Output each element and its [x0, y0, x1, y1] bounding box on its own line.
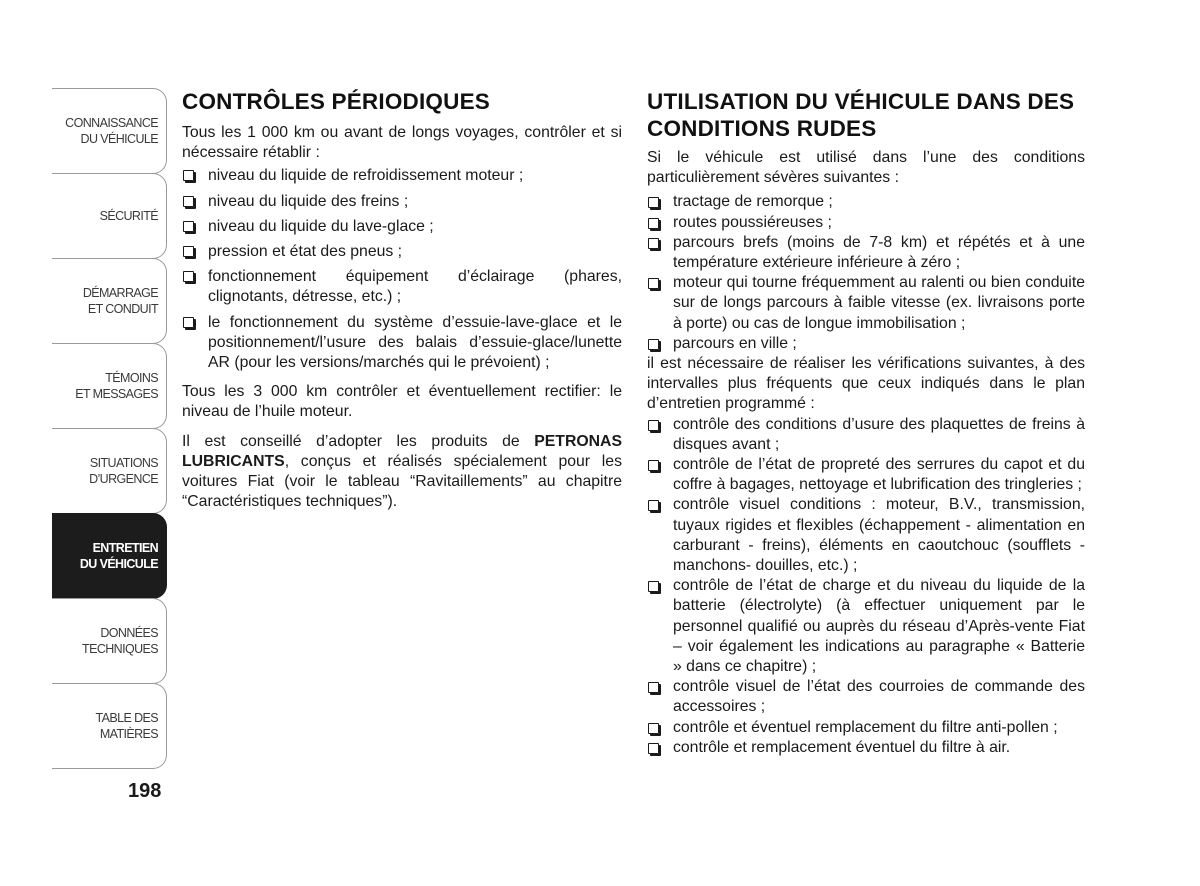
list-item-text: routes poussiéreuses ; — [673, 213, 832, 231]
list-item-text: contrôle de l’état de propreté des serrures du capot et du coffre à bagages, nettoyage et lubrification des tringleries ; — [673, 456, 1085, 494]
section-title: CONTRÔLES PÉRIODIQUES — [182, 89, 490, 114]
chapter-tabs — [52, 88, 167, 768]
checkbox-bullet-icon — [648, 460, 659, 471]
checkbox-bullet-icon — [183, 317, 194, 328]
tab-label: DONNÉES TECHNIQUES — [82, 626, 158, 656]
frequent-checks-list — [647, 415, 1085, 758]
list-item-text: contrôle de l’état de charge et du niveau du liquide de la batterie (électrolyte) (à effectuer uniquement par le personnel qualifié ou auprès du réseau d’Après-vente Fiat – voir également les indications au paragraphe « Batterie » dans ce chapitre) ; — [673, 577, 1085, 676]
checkbox-bullet-icon — [648, 581, 659, 592]
list-item — [182, 313, 622, 374]
list-item — [647, 677, 1085, 717]
list-item — [182, 217, 622, 237]
list-item — [647, 455, 1085, 495]
harsh-conditions-section — [647, 88, 1085, 758]
list-item — [647, 273, 1085, 334]
list-item-text: contrôle et éventuel remplacement du filtre anti-pollen ; — [673, 718, 1058, 736]
checkbox-bullet-icon — [648, 238, 659, 249]
list-item-text: parcours brefs (moins de 7-8 km) et répétés et à une température extérieure inférieure à zéro ; — [673, 233, 1085, 272]
list-item-text: contrôle visuel de l’état des courroies de commande des accessoires ; — [673, 678, 1085, 716]
checkbox-bullet-icon — [648, 197, 659, 208]
section-title: UTILISATION DU VÉHICULE DANS DES CONDITIONS RUDES — [647, 89, 1075, 141]
tab-temoins-et-messages[interactable] — [52, 343, 167, 429]
tab-entretien-du-vehicule[interactable] — [52, 513, 167, 599]
paragraph-text: Il est conseillé d’adopter les produits de — [182, 432, 535, 450]
list-item — [647, 233, 1085, 273]
tab-table-des-matieres[interactable] — [52, 683, 167, 769]
checkbox-bullet-icon — [183, 271, 194, 282]
checkbox-bullet-icon — [648, 218, 659, 229]
list-item-text: contrôle visuel conditions : moteur, B.V., transmission, tuyaux rigides et flexibles (échappement - alimentation en carburant - freins), éléments en caoutchouc (soufflets - manchons- douilles, etc.) ; — [673, 496, 1085, 575]
list-item — [647, 415, 1085, 455]
list-item — [182, 166, 622, 186]
list-item-text: le fonctionnement du système d’essuie-lave-glace et le positionnement/l’usure des balais d’essuie-glace/lunette AR (pour les versions/marchés qui le prévoient) ; — [208, 313, 622, 372]
tab-label: SÉCURITÉ — [99, 209, 158, 223]
list-item — [182, 267, 622, 307]
periodic-checks-section — [182, 88, 622, 512]
checkbox-bullet-icon — [648, 743, 659, 754]
checkbox-bullet-icon — [183, 170, 194, 181]
list-item-text: contrôle des conditions d’usure des plaquettes de freins à disques avant ; — [673, 415, 1085, 453]
list-item-text: fonctionnement équipement d’éclairage (phares, clignotants, détresse, etc.) ; — [208, 268, 622, 306]
checkbox-bullet-icon — [648, 500, 659, 511]
checkbox-bullet-icon — [648, 278, 659, 289]
list-item — [647, 495, 1085, 576]
list-item — [182, 192, 622, 212]
tab-label: CONNAISSANCE DU VÉHICULE — [65, 116, 158, 146]
conditions-list — [647, 192, 1085, 354]
list-item — [647, 213, 1085, 233]
list-item — [647, 192, 1085, 212]
list-item — [647, 738, 1085, 758]
checkbox-bullet-icon — [648, 682, 659, 693]
intro-paragraph: Si le véhicule est utilisé dans l’une des conditions particulièrement sévères suivantes : — [647, 149, 1085, 187]
tab-securite[interactable] — [52, 173, 167, 259]
list-item-text: niveau du liquide de refroidissement moteur ; — [208, 167, 524, 185]
oil-level-paragraph: Tous les 3 000 km contrôler et éventuellement rectifier: le niveau de l’huile moteur. — [182, 383, 622, 421]
list-item-text: parcours en ville ; — [673, 334, 797, 352]
periodic-checklist — [182, 166, 622, 373]
checkbox-bullet-icon — [183, 196, 194, 207]
tab-label: ENTRETIEN DU VÉHICULE — [79, 541, 158, 571]
list-item — [647, 334, 1085, 354]
intro-paragraph: Tous les 1 000 km ou avant de longs voyages, contrôler et si nécessaire rétablir : — [182, 124, 622, 162]
tab-connaissance-du-vehicule[interactable] — [52, 88, 167, 174]
tab-label: TABLE DES MATIÈRES — [95, 711, 158, 741]
checkbox-bullet-icon — [648, 420, 659, 431]
checkbox-bullet-icon — [648, 339, 659, 350]
tab-label: DÉMARRAGE ET CONDUIT — [82, 286, 158, 316]
brand-name: PETRONAS LUBRICANTS — [182, 432, 622, 470]
tab-situations-d-urgence[interactable] — [52, 428, 167, 514]
tab-label: TÉMOINS ET MESSAGES — [75, 371, 158, 401]
checkbox-bullet-icon — [183, 221, 194, 232]
checkbox-bullet-icon — [648, 723, 659, 734]
list-item-text: niveau du liquide du lave-glace ; — [208, 217, 434, 235]
tab-donnees-techniques[interactable] — [52, 598, 167, 684]
page-number: 198 — [128, 780, 162, 802]
tab-label: SITUATIONS D’URGENCE — [89, 456, 158, 486]
list-item-text: pression et état des pneus ; — [208, 243, 403, 261]
list-item — [647, 718, 1085, 738]
paragraph-text: , conçus et réalisés spécialement pour les voitures Fiat (voir le tableau “Ravitaillements” au chapitre “Caractéristiques techniques”). — [182, 452, 622, 511]
tab-demarrage-et-conduit[interactable] — [52, 258, 167, 344]
list-item-text: niveau du liquide des freins ; — [208, 192, 409, 210]
petronas-paragraph — [182, 432, 622, 513]
list-item-text: tractage de remorque ; — [673, 193, 833, 211]
list-item — [647, 576, 1085, 677]
checkbox-bullet-icon — [183, 246, 194, 257]
list-item-text: contrôle et remplacement éventuel du filtre à air. — [673, 738, 1011, 756]
list-item — [182, 242, 622, 262]
list-item-text: moteur qui tourne fréquemment au ralenti ou bien conduite sur de longs parcours à faible vitesse (ex. livraisons porte à porte) ou cas de longue immobilisation ; — [673, 274, 1085, 332]
middle-paragraph: il est nécessaire de réaliser les vérifications suivantes, à des intervalles plus fréquents que ceux indiqués dans le plan d’entretien programmé : — [647, 355, 1085, 413]
